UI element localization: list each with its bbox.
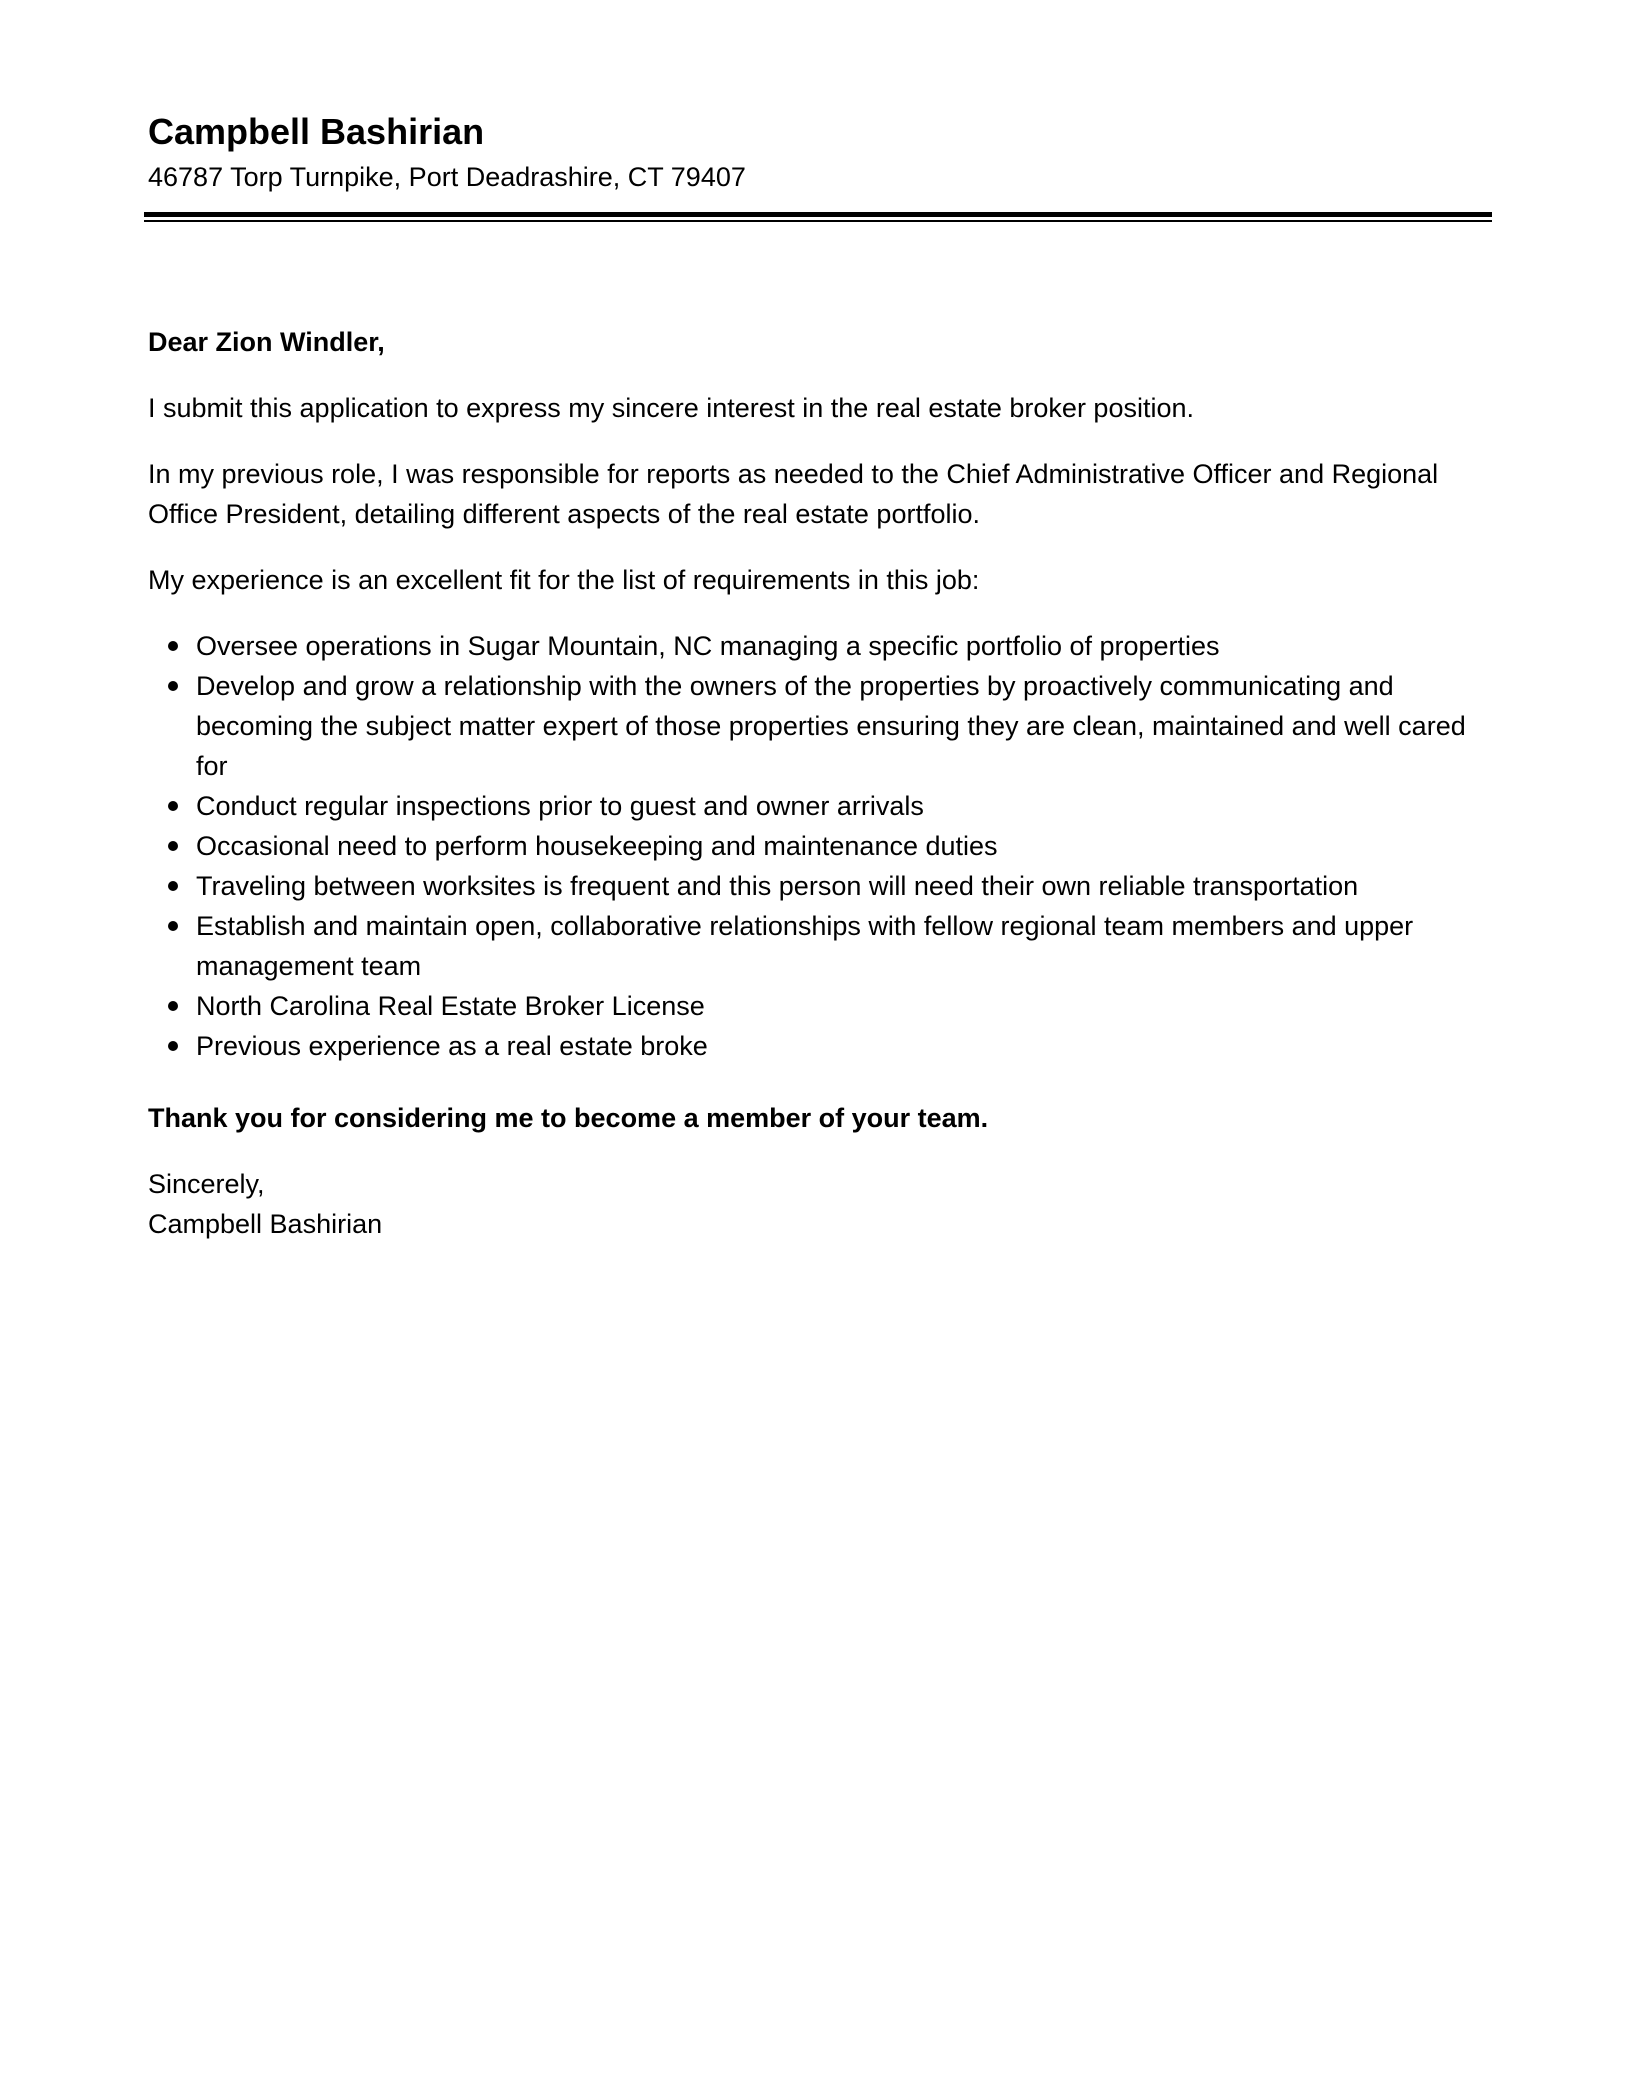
signature-name: Campbell Bashirian bbox=[148, 1209, 383, 1239]
experience-paragraph: In my previous role, I was responsible for reports as needed to the Chief Administrative Officer and Regional Office President, detailing different aspects of the real estate portfolio. bbox=[148, 459, 1439, 529]
bullet-icon bbox=[168, 1001, 178, 1011]
list-item-text: North Carolina Real Estate Broker License bbox=[196, 991, 705, 1021]
letter-header bbox=[148, 108, 1488, 196]
bullet-icon bbox=[168, 1041, 178, 1051]
header-divider-thin bbox=[144, 220, 1492, 222]
bullet-icon bbox=[168, 881, 178, 891]
requirements-list bbox=[148, 626, 1488, 1066]
list-item-text: Conduct regular inspections prior to guest and owner arrivals bbox=[196, 791, 924, 821]
list-item-text: Oversee operations in Sugar Mountain, NC managing a specific portfolio of properties bbox=[196, 631, 1220, 661]
signoff: Sincerely, bbox=[148, 1169, 265, 1199]
bullet-icon bbox=[168, 921, 178, 931]
bullet-icon bbox=[168, 641, 178, 651]
closing-line: Thank you for considering me to become a member of your team. bbox=[148, 1103, 989, 1133]
list-item bbox=[148, 786, 1488, 826]
list-item bbox=[148, 666, 1488, 786]
intro-paragraph: I submit this application to express my sincere interest in the real estate broker position. bbox=[148, 393, 1194, 423]
bullet-icon bbox=[168, 801, 178, 811]
list-item-text: Develop and grow a relationship with the owners of the properties by proactively communicating and becoming the subject matter expert of those properties ensuring they are clean, maintained and well cared for bbox=[196, 671, 1466, 781]
sender-address: 46787 Torp Turnpike, Port Deadrashire, CT 79407 bbox=[148, 162, 746, 192]
header-divider-thick bbox=[144, 212, 1492, 217]
salutation: Dear Zion Windler, bbox=[148, 327, 385, 357]
list-item bbox=[148, 986, 1488, 1026]
list-item-text: Occasional need to perform housekeeping and maintenance duties bbox=[196, 831, 998, 861]
letter-body bbox=[148, 322, 1488, 1244]
sender-name: Campbell Bashirian bbox=[148, 111, 485, 152]
requirements-intro: My experience is an excellent fit for the list of requirements in this job: bbox=[148, 565, 980, 595]
list-item-text: Previous experience as a real estate broke bbox=[196, 1031, 708, 1061]
list-item bbox=[148, 866, 1488, 906]
bullet-icon bbox=[168, 841, 178, 851]
list-item bbox=[148, 906, 1488, 986]
list-item bbox=[148, 1026, 1488, 1066]
list-item bbox=[148, 826, 1488, 866]
list-item-text: Establish and maintain open, collaborative relationships with fellow regional team members and upper management team bbox=[196, 911, 1414, 981]
bullet-icon bbox=[168, 681, 178, 691]
list-item bbox=[148, 626, 1488, 666]
list-item-text: Traveling between worksites is frequent and this person will need their own reliable transportation bbox=[196, 871, 1359, 901]
